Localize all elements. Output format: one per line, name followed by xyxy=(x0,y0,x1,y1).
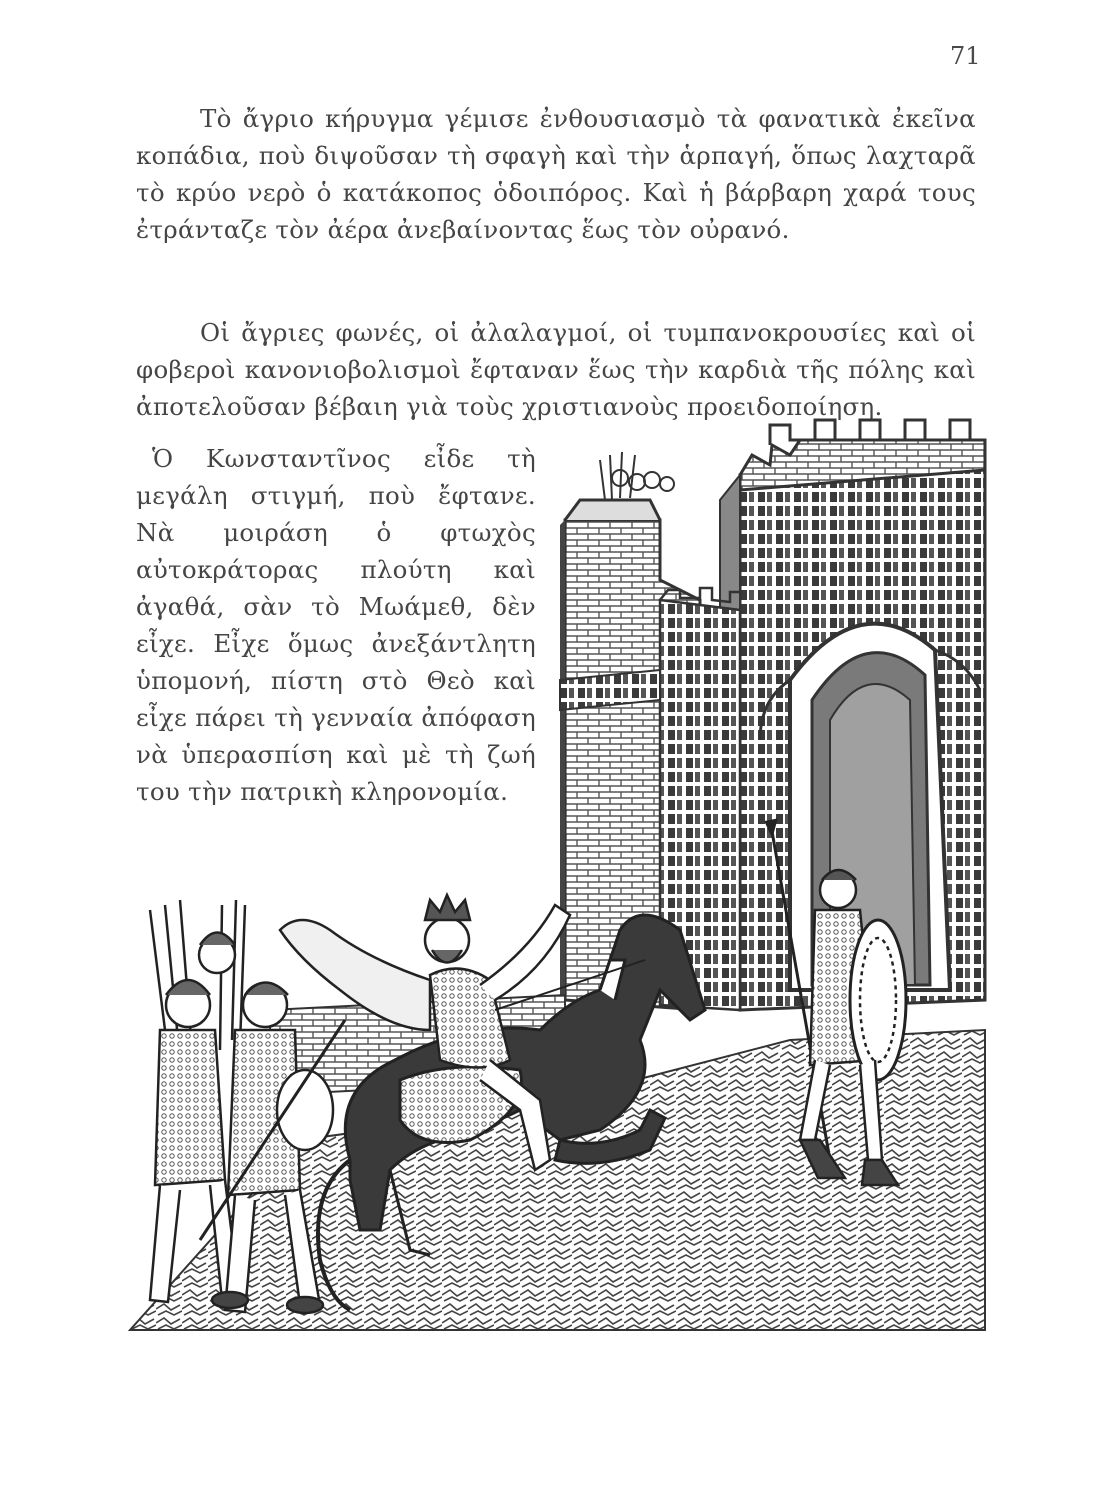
paragraph-2 xyxy=(136,314,976,425)
emperor-figure xyxy=(280,895,645,1170)
guard-figure xyxy=(766,820,906,1185)
paragraph-2-text: Οἱ ἄγριες φωνές, οἱ ἀλαλαγμοί, οἱ τυμπανοκρουσίες καὶ οἱ φοβεροὶ κανονιοβολισμοὶ ἔφταναν ἕως τὴν καρδιὰ τῆς πόλης καὶ ἀποτελοῦσαν βέβαιη γιὰ τοὺς χριστιανοὺς προειδοποίηση. xyxy=(136,318,976,421)
round-tower xyxy=(560,452,700,1010)
paragraph-3 xyxy=(136,440,536,810)
gate-tower xyxy=(720,420,985,1010)
gate-arch xyxy=(760,624,980,990)
cobbled-ground xyxy=(130,1030,985,1330)
outer-wall xyxy=(270,995,565,1095)
soldiers-group xyxy=(150,900,345,1313)
page-number: 71 xyxy=(950,42,981,70)
horse-figure xyxy=(318,915,705,1310)
spears xyxy=(150,900,245,1070)
paragraph-1-text: Τὸ ἄγριο κήρυγμα γέμισε ἐνθουσιασμὸ τὰ φανατικὰ ἐκεῖνα κοπάδια, ποὺ διψοῦσαν τὴ σφαγὴ καὶ τὴν ἁρπαγή, ὅπως λαχταρᾶ τὸ κρύο νερὸ ὁ κατάκοπος ὁδοιπόρος. Καὶ ἡ βάρβαρη χαρά τους ἐτράνταζε τὸν ἀέρα ἀνεβαίνοντας ἕως τὸν οὐρανό. xyxy=(136,104,976,244)
city-wall xyxy=(560,588,740,1010)
paragraph-1 xyxy=(136,100,976,248)
paragraph-3-text: Ὁ Κωνσταντῖνος εἶδε τὴ μεγάλη στιγμή, ποὺ ἔφτανε. Νὰ μοιράση ὁ φτωχὸς αὐτοκράτορας πλούτη καὶ ἀγαθά, σὰν τὸ Μωάμεθ, δὲν εἶχε. Εἶχε ὅμως ἀνεξάντλητη ὑπομονή, πίστη στὸ Θεὸ καὶ εἶχε πάρει τὴ γενναία ἀπόφαση νὰ ὑπερασπίση καὶ μὲ τὴ ζωή του τὴν πατρικὴ κληρονομία. xyxy=(136,444,536,806)
